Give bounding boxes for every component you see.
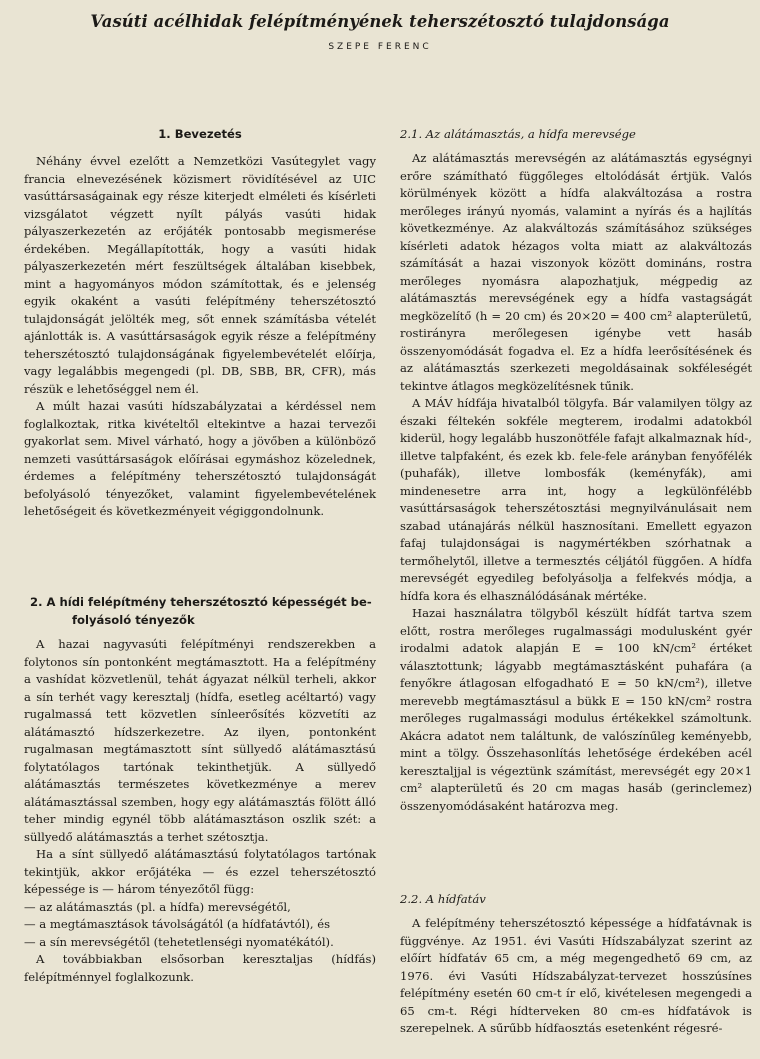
section1-paragraph: A múlt hazai vasúti hídszabályzatai a kérdéssel nem foglalkoztak, ritka kivételtől eltekintve a hazai tervezői gyakorlat sem. Mivel várható, hogy a jövőben a különböző nemzeti vasúttársaságok előírásai egymáshoz közelednek, érdemes a felépítmény teherszétosztó tulajdonságát befolyásoló tényezőket, valamint figyelembevételének lehetőségeit és következményeit végiggondolnunk. — [24, 399, 376, 518]
section22-block — [400, 891, 752, 909]
section1-heading: 1. Bevezetés — [158, 127, 242, 141]
section2-block — [24, 594, 376, 629]
list-item: — a sín merevségétől (tehetetlenségi nyomatékától). — [24, 934, 334, 949]
article-author: SZEPE FERENC — [328, 42, 432, 52]
section2-paragraph: A hazai nagyvasúti felépítményi rendszerekben a folytonos sín pontonként megtámasztott. Ha a felépítmény a vashídat közvetlenül, tehát ágyazat nélkül terheli, akkor a sín terhét vagy keresztalj (hídfa, esetleg acéltartó) vagy rugalmassá tett közvetlen sínleerősítés közvetíti az alátámasztó hídszerkezetre. Az ilyen, pontonként rugalmasan megtámasztott sínt süllyedő alátámasztású folytatólagos tartónak tekinthetjük. A süllyedő alátámasztás természetes következménye a merev alátámasztással szemben, hogy egy alátámasztás fölött álló teher mindig egynél több alátámasztáson oszlik szét: a süllyedő alátámasztás a terhet szétosztja. — [24, 637, 376, 844]
section1-paragraph: Néhány évvel ezelőtt a Nemzetközi Vasútegylet vagy francia elnevezésének közismert rövidítésével az UIC vasúttársaságainak egy része kiterjedt elméleti és kísérleti vizsgálatot végzett nyílt pályás vasúti hidak pályaszerkezetén az erőjáték pontosabb megismerése érdekében. Megállapították, hogy a vasúti hidak pályaszerkezetén mért feszültségek általában kisebbek, mint a hagyományos módon számítottak, és e jelenség egyik okaként a vasúti felépítmény teherszétosztó tulajdonságát jelölték meg, sőt ennek számításba vételét ajánlották is. A vasúttársaságok egyik része a felépítmény teherszétosztó tulajdonságának figyelembevételét előírja, vagy legalábbis megengedi (pl. DB, SBB, BR, CFR), más részük e lehetőséggel nem él. — [24, 154, 376, 396]
list-item: — az alátámasztás (pl. a hídfa) merevségétől, — [24, 899, 291, 914]
section22-paragraph: A felépítmény teherszétosztó képessége a hídfatávnak is függvénye. Az 1951. évi Vasúti Hídszabályzat szerint az előírt hídfatáv 65 cm, a még megengedhető 69 cm, az 1976. évi Vasúti Hídszabályzat-tervezet hosszúsínes felépítmény esetén 60 cm-t ír elő, kivételesen megengedi a 65 cm-t. Régi hídterveken 80 cm-es hídfatávok is szerepelnek. A sűrűbb hídfaosztás esetenként régesré- — [400, 916, 752, 1035]
section2-paragraph: Ha a sínt süllyedő alátámasztású folytatólagos tartónak tekintjük, akkor erőjátéka — és ezzel teherszétosztó képessége is — három tényezőtől függ: — [24, 847, 376, 896]
section21-paragraph: Az alátámasztás merevségén az alátámasztás egységnyi erőre számítható függőleges eltolódását értjük. Valós körülmények között a hídfa alakváltozása a rostra merőleges irányú nyomás, valamint a nyírás és a hajlítás következménye. Az alakváltozás számításához szükséges kísérleti adatok hézagos volta miatt az alakváltozás számítását a hazai viszonyok között domináns, rostra merőleges nyomásra alapozhatjuk, mégpedig az alátámasztás merevségének egy a hídfa vastagságát megközelítő (h = 20 cm) és 20×20 = 400 cm² alapterületű, rostirányra merőlegesen igénybe vett hasáb összenyomódását fogadva el. Ez a hídfa leerősítésének és az alátámasztás szerkezeti megoldásainak sokféleségét tekintve átlagos megközelítésnek tűnik. — [400, 151, 752, 393]
article-title: Vasúti acélhidak felépítményének teherszétosztó tulajdonsága — [90, 12, 670, 31]
section21-block — [400, 126, 752, 144]
section2-heading-line2: folyásoló tényezők — [72, 612, 195, 627]
closing-paragraph: A továbbiakban elsősorban keresztaljas (hídfás) felépítménnyel foglalkozunk. — [24, 952, 376, 984]
section21-paragraph: Hazai használatra tölgyből készült hídfát tartva szem előtt, rostra merőleges rugalmassági modulusként gyér irodalmi adatok alapján E = 100 kN/cm² értéket választottunk; lágyabb megtámasztásként puhafára (a fenyőkre átlagosan elfogadható E = 50 kN/cm²), illetve merevebb megtámasztásul a bükk E = 150 kN/cm² rostra merőleges rugalmassági modulus értékekkel számoltunk. Akácra adatot nem találtunk, de valószínűleg keményebb, mint a tölgy. Összehasonlítás lehetősége érdekében acél keresztaljjal is végeztünk számítást, merevségét egy 20×1 cm² alapterületű és 20 cm magas hasáb (gerinclemez) összenyomódásaként határozva meg. — [400, 606, 752, 813]
section22-heading: 2.2. A hídfatáv — [400, 892, 486, 906]
section2-heading-line1: 2. A hídi felépítmény teherszétosztó képességét be- — [30, 595, 372, 609]
section21-heading: 2.1. Az alátámasztás, a hídfa merevsége — [400, 127, 636, 141]
section2-heading — [24, 594, 376, 629]
section21-body — [400, 150, 752, 815]
section1-block — [24, 126, 376, 144]
section1-body — [24, 153, 376, 521]
list-item: — a megtámasztások távolságától (a hídfatávtól), és — [24, 917, 331, 931]
section2-body — [24, 636, 376, 986]
section22-body — [400, 915, 752, 1038]
section21-paragraph: A MÁV hídfája hivatalból tölgyfa. Bár valamilyen tölgy az északi féltekén sokféle megterem, irodalmi adatokból kiderül, hogy legalább huszonötféle fafajt alkalmaznak híd-, illetve talpfaként, és ezek kb. fele-fele arányban fenyőfélék (puhafák), illetve lombosfák (keményfák), ami mindenesetre arra int, hogy a legkülönfélébb vasúttársaságok teherszétosztási megnyilvánulásait nem szabad utánajárás nélkül hasznosítani. Emellett egyazon fafaj tulajdonságai is nagymértékben szórhatnak a termőhelytől, illetve a termesztés céljától függően. A hídfa merevségét egyedileg befolyásolja a felfekvés módja, a hídfa kora és elhasználódásának mértéke. — [400, 396, 752, 603]
